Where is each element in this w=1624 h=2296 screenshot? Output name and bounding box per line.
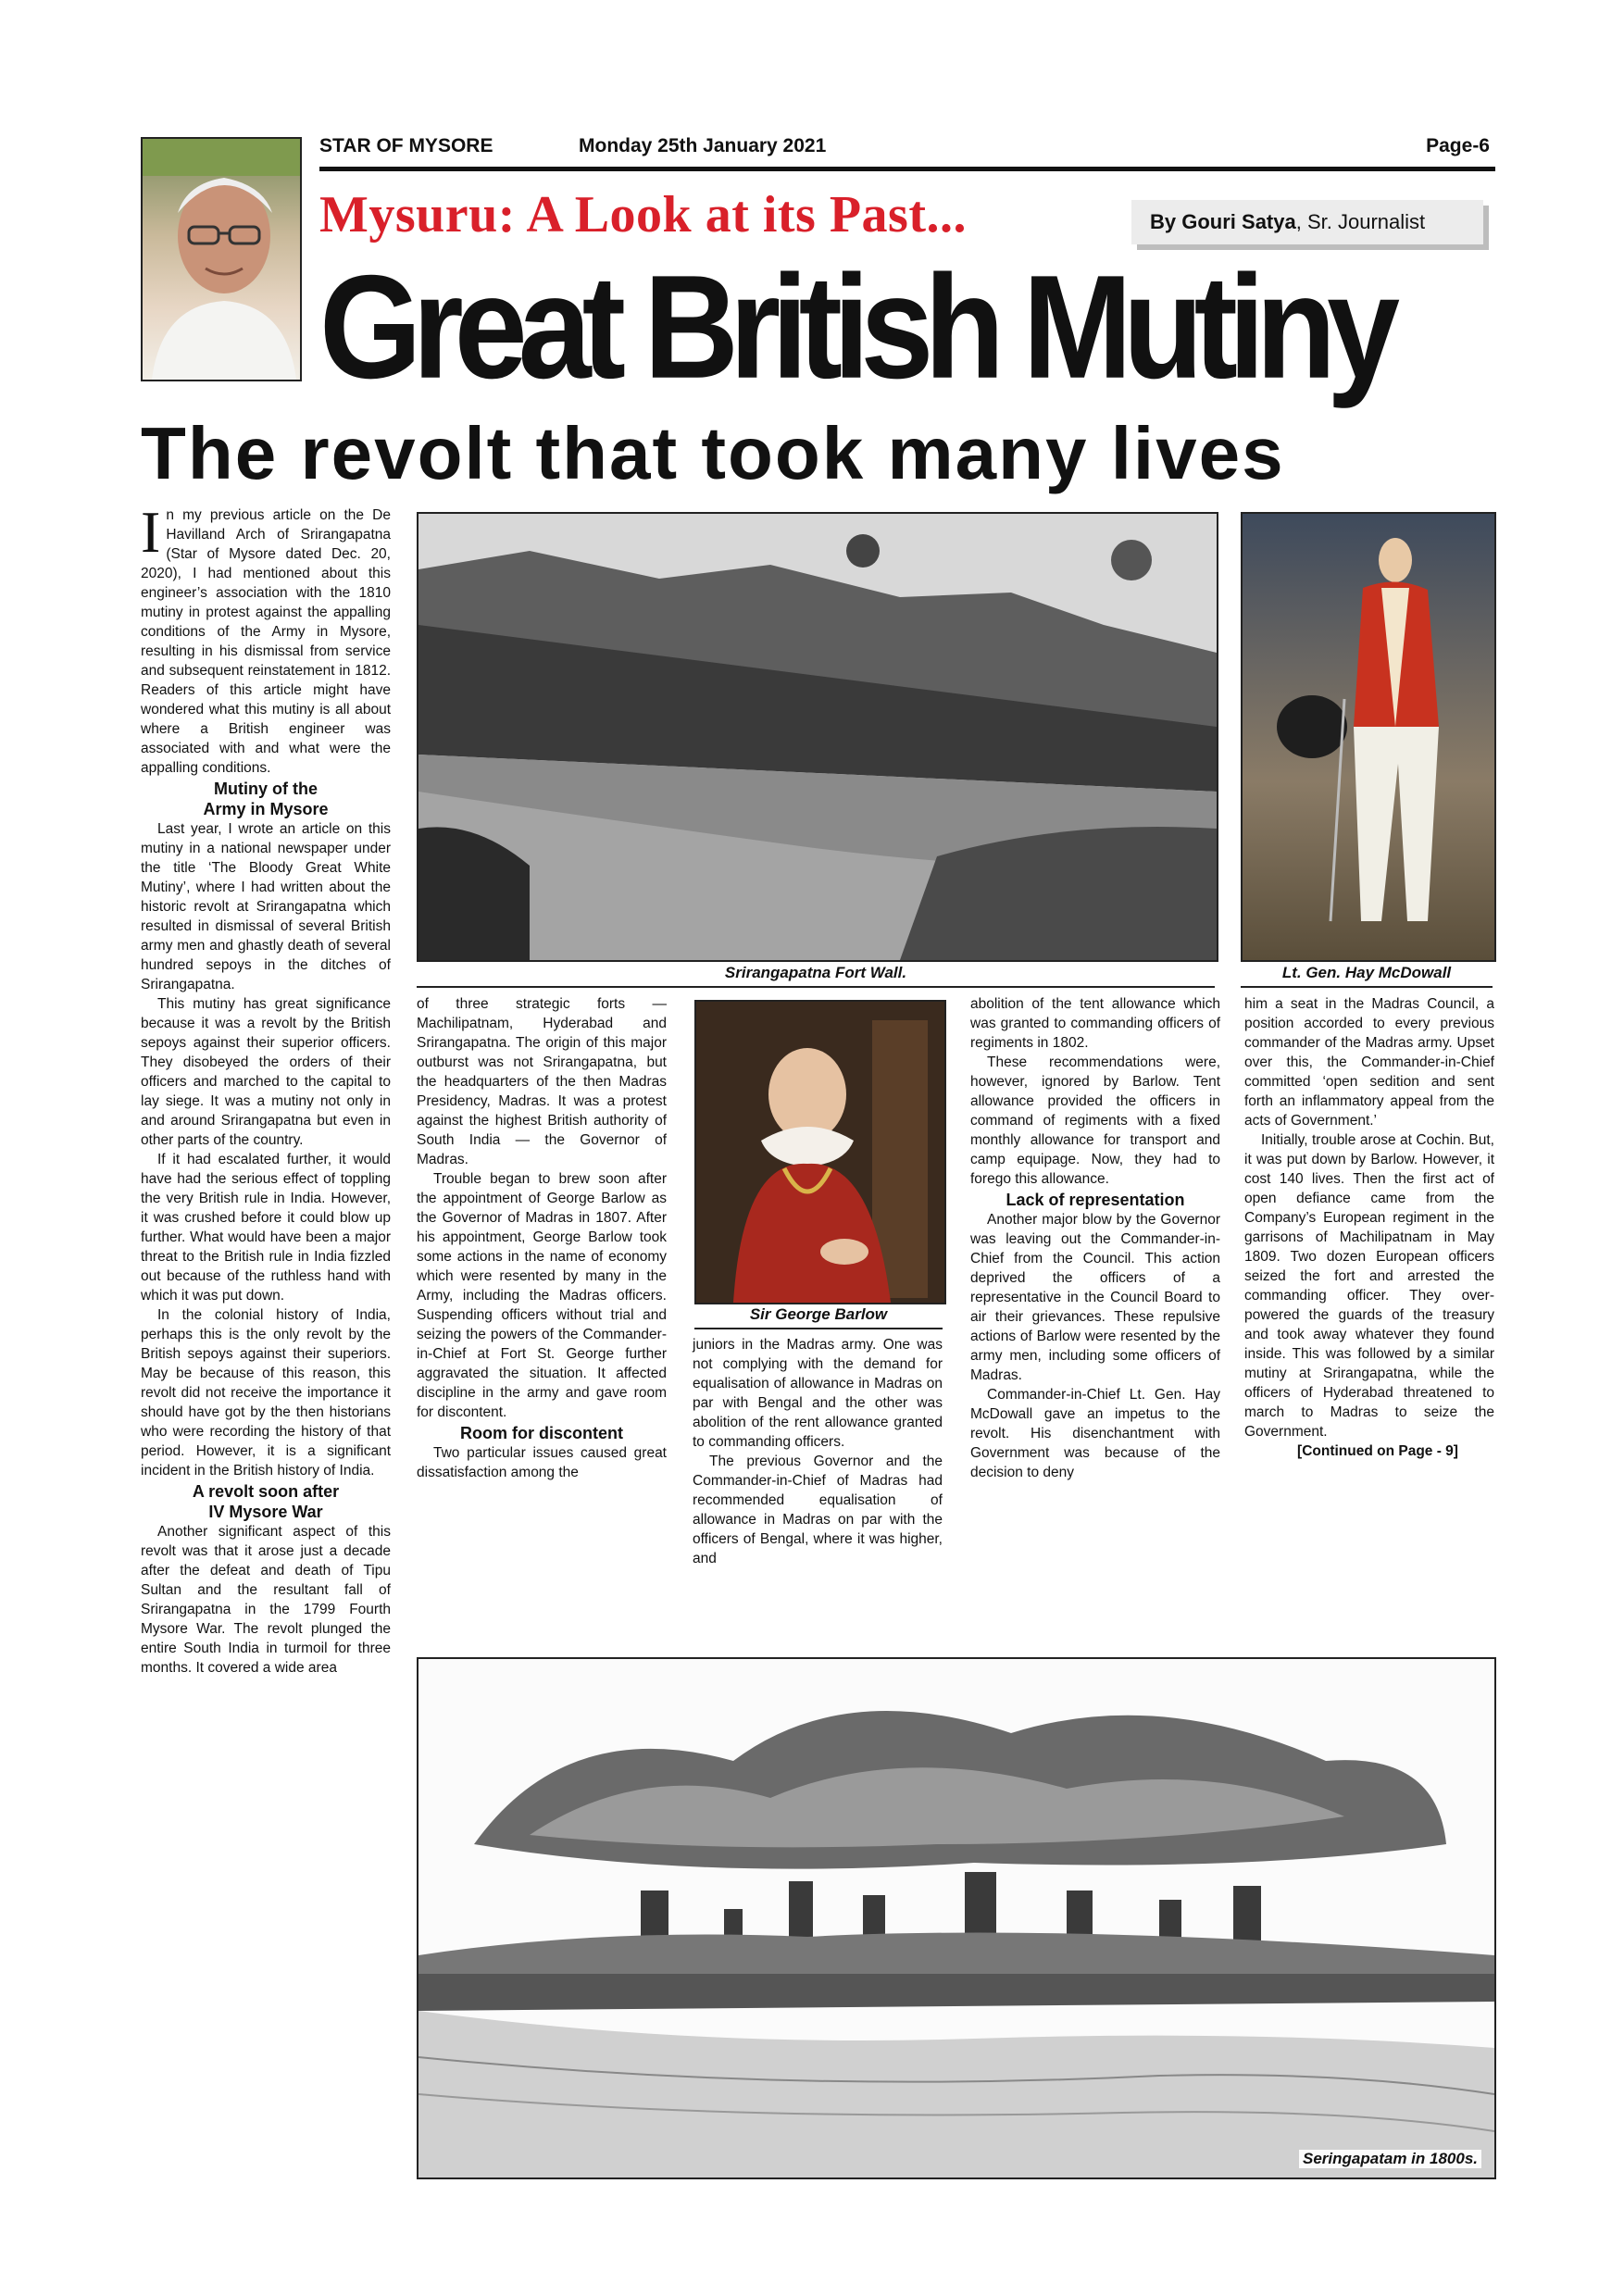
caption-fort-wall: Srirangapatna Fort Wall. <box>417 964 1215 988</box>
fort-wall-photo <box>417 512 1218 962</box>
seringapatam-engraving <box>417 1657 1496 2179</box>
subhead-revolt-1: A revolt soon after <box>192 1482 340 1501</box>
subhead-mutiny-1: Mutiny of the <box>214 780 318 798</box>
column-2 <box>417 994 667 1482</box>
subhead-revolt-2: IV Mysore War <box>208 1503 323 1521</box>
caption-mcdowall: Lt. Gen. Hay McDowall <box>1241 964 1493 988</box>
series-kicker: Mysuru: A Look at its Past... <box>319 186 967 243</box>
col3-para-1: juniors in the Madras army. One was not complying with the demand for equalisation of allowance in Madras on par with Bengal and the other was abolition of the rent allowance granted to commanding officers. <box>693 1337 943 1450</box>
col1-para-5: In the colonial history of India, perhaps this is the only revolt by the British sepoys against their superiors. May be because of this reason, this revolt did not receive the importance it should have got by the then historians who were recording the history of that period. However, it is a significant incident in the British history of India. <box>141 1307 391 1479</box>
column-4 <box>970 994 1220 1482</box>
col3-para-2: The previous Governor and the Commander-in-Chief of Madras had recommended equalisation of allowance in Madras on par with the officers of Bengal, where it was higher, and <box>693 1454 943 1566</box>
paper-name: STAR OF MYSORE <box>319 135 493 156</box>
column-1 <box>141 499 391 1678</box>
col1-para-6: Another significant aspect of this revolt was that it arose just a decade after the defeat and death of Tipu Sultan and the resultant fall of Srirangapatna in the 1799 Fourth Mysore War. The revolt plunged the entire South India in turmoil for three months. It covered a wide area <box>141 1524 391 1676</box>
subhead-lack-of-representation: Lack of representation <box>1006 1191 1185 1209</box>
headline: Great British Mutiny <box>319 244 1392 410</box>
drop-cap: I <box>141 499 161 565</box>
col4-para-2: These recommendations were, however, ignored by Barlow. Tent allowance provided the officers in command of regiments with a fixed monthly allowance for transport and camp equipage. Now, they had to forego this allowance. <box>970 1054 1220 1187</box>
column-5 <box>1244 994 1494 1461</box>
col4-para-4: Commander-in-Chief Lt. Gen. Hay McDowall gave an impetus to the revolt. His disenchantment with Government was because of the decision to deny <box>970 1387 1220 1480</box>
continued-note: [Continued on Page - 9] <box>1297 1443 1458 1459</box>
col5-para-2: Initially, trouble arose at Cochin. But, it was put down by Barlow. However, it cost 140 lives. Then the first act of open defiance came from the Company’s European regiment in the garrisons of Machilipatnam in May 1809. Two dozen European officers seized the fort and arrested the commanding officer. They over-powered the guards of the treasury and took away whatever they found inside. This was followed by a similar mutiny at Srirangapatna, while the officers of Hyderabad threatened to march to Madras to seize the Government. <box>1244 1132 1494 1440</box>
mcdowall-portrait <box>1241 512 1496 962</box>
col2-para-3: Two particular issues caused great dissatisfaction among the <box>417 1445 667 1480</box>
col2-para-1: of three strategic forts — Machilipatnam, Hyderabad and Srirangapatna. The origin of this major outburst was not Srirangapatna, but the headquarters of the then Madras Presidency, Madras. It was a protest against the highest British authority of South India — the Governor of Madras. <box>417 996 667 1167</box>
byline-author: Gouri Satya <box>1181 210 1296 233</box>
barlow-portrait <box>694 1000 946 1304</box>
author-portrait <box>141 137 302 381</box>
col4-para-1: abolition of the tent allowance which was granted to commanding officers of regiments in 1802. <box>970 996 1220 1051</box>
col5-para-1: him a seat in the Madras Council, a position accorded to every previous commander of the Madras army. Upset over this, the Commander-in-Chief committed ‘open sedition and sent forth an inflammatory appeal from the acts of Government.’ <box>1244 996 1494 1129</box>
column-3 <box>693 1335 943 1568</box>
col1-para-2: Last year, I wrote an article on this mutiny in a national newspaper under the title ‘The Bloody Great White Mutiny’, where I had written about the historic revolt at Srirangapatna which resulted in dismissal of several British army men and ghastly death of several hundred sepoys in the ditches of Srirangapatna. <box>141 821 391 992</box>
byline-by: By <box>1150 210 1177 233</box>
subhead-room-for-discontent: Room for discontent <box>460 1424 623 1442</box>
col1-para-1: n my previous article on the De Havilland Arch of Srirangapatna (Star of Mysore dated Dec. 20, 2020), I had mentioned about this engineer’s association with the 1810 mutiny in protest against the appalling conditions of the Army in Mysore, resulting in his dismissal from service and subsequent reinstatement in 1812. Readers of this article might have wondered what this mutiny is all about where a British engineer was associated with and what were the appalling conditions. <box>141 507 391 776</box>
masthead <box>319 130 1495 171</box>
page-number: Page-6 <box>1426 135 1490 156</box>
byline <box>1131 200 1483 244</box>
caption-seringapatam: Seringapatam in 1800s. <box>1299 2150 1481 2168</box>
col4-para-3: Another major blow by the Governor was leaving out the Commander-in-Chief from the Council. This action deprived the officers of a representative in the Council Board to air their grievances. These repulsive actions of Barlow were resented by the army men, including some officers of Madras. <box>970 1212 1220 1383</box>
issue-date: Monday 25th January 2021 <box>579 135 827 156</box>
caption-barlow: Sir George Barlow <box>694 1305 943 1329</box>
col1-para-3: This mutiny has great significance because it was a revolt by the British sepoys against their superior officers. They disobeyed the orders of their officers and marched to the capital to lay siege. It was a mutiny not only in and around Srirangapatna but even in other parts of the country. <box>141 996 391 1148</box>
col2-para-2: Trouble began to brew soon after the appointment of George Barlow as the Governor of Madras in 1807. After his appointment, George Barlow took some actions in the name of economy which were resented by many in the Army, including the Madras officers. Suspending officers without trial and seizing the powers of the Commander-in-Chief at Fort St. George further aggravated the situation. It affected discipline in the army and gave room for discontent. <box>417 1171 667 1420</box>
subhead-mutiny-2: Army in Mysore <box>203 800 329 818</box>
col1-para-4: If it had escalated further, it would have had the serious effect of toppling the very British rule in India. However, it was crushed before it could blow up further. What would have been a major threat to the British rule in India fizzled out because of the ruthless hand with which it was put down. <box>141 1152 391 1304</box>
byline-role: , Sr. Journalist <box>1295 210 1426 233</box>
deck-subheadline: The revolt that took many lives <box>141 412 1285 494</box>
